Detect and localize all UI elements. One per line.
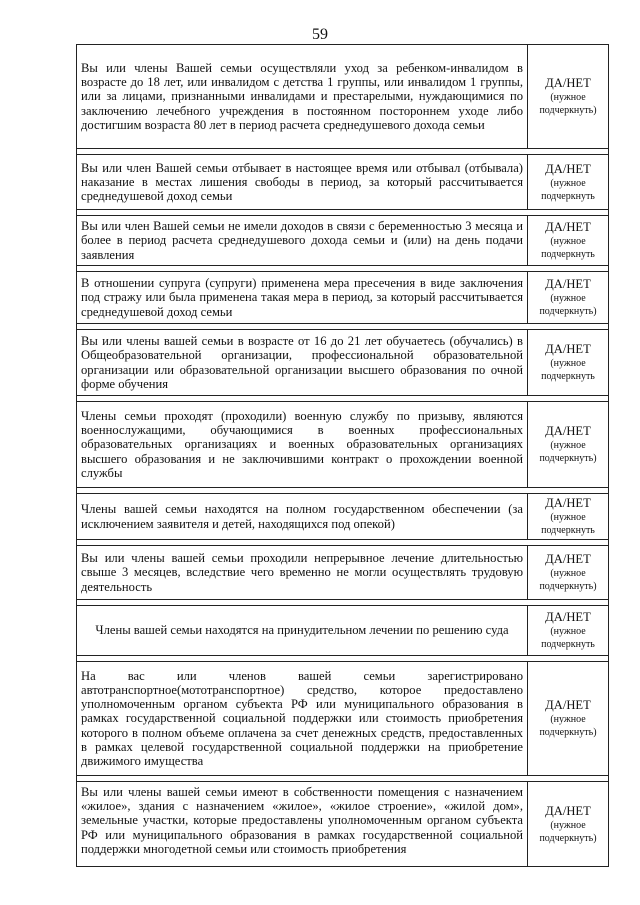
question-text: Вы или член Вашей семьи отбывает в настоящее время или отбывал (отбывала) наказание в местах лишения свободы в период, за который рассчитывается среднедушевой доход семьи: [77, 155, 528, 210]
question-text: Члены вашей семьи находятся на полном государственном обеспечении (за исключением заявителя и детей, находящихся под опекой): [77, 494, 528, 540]
answer-hint: (нужное подчеркнуть): [539, 293, 597, 317]
answer-hint: (нужное подчеркнуть): [539, 568, 597, 592]
yes-no-option[interactable]: ДА/НЕТ: [545, 610, 591, 624]
question-text: Вы или члены вашей семьи проходили непрерывное лечение длительностью свыше 3 месяцев, вследствие чего временно не могли осуществлять трудовую деятельность: [77, 546, 528, 600]
table-row: [77, 402, 609, 488]
answer-hint: (нужное подчеркнуть): [539, 819, 597, 844]
table-row: [77, 155, 609, 210]
question-text: Члены семьи проходят (проходили) военную службу по призыву, являются военнослужащими, обучающимися в военных профессиональных образовательных организациях и военных образовательных организациях высшего образования и не заключившими контракт о прохождении военной службы: [77, 402, 528, 488]
table-row: [77, 546, 609, 600]
yes-no-option[interactable]: ДА/НЕТ: [545, 277, 591, 291]
answer-hint: (нужное подчеркнуть: [541, 236, 595, 260]
question-text: Вы или члены вашей семьи имеют в собственности помещения с назначением «жилое», здания с назначением «жилое», «жилое строение», «жилой дом», земельные участки, которые предоставлены уполномоченным органом субъекта РФ или муниципального образования в рамках государственной социальной поддержки многодетной семьи или стоимость приобретения: [77, 782, 528, 867]
answer-hint: (нужное подчеркнуть: [541, 626, 595, 650]
answer-cell: [528, 402, 609, 488]
answer-hint: (нужное подчеркнуть: [541, 512, 595, 536]
questionnaire-table: [76, 44, 609, 867]
yes-no-option[interactable]: ДА/НЕТ: [545, 698, 591, 712]
question-text: Члены вашей семьи находятся на принудительном лечении по решению суда: [77, 606, 528, 656]
answer-cell: [528, 330, 609, 396]
question-text: На вас или членов вашей семьи зарегистрировано автотранспортное(мототранспортное) средство, которое предоставлено уполномоченным органом субъекта РФ или муниципального образования в рамках государственной социальной поддержки или стоимость приобретения которого в полном объеме оплачена за счет денежных средств, предоставленных в рамках целевой государственной социальной поддержки на приобретение движимого имущества: [77, 662, 528, 776]
yes-no-option[interactable]: ДА/НЕТ: [545, 76, 591, 90]
answer-cell: [528, 216, 609, 266]
answer-cell: [528, 606, 609, 656]
answer-hint: (нужное подчеркнуть: [541, 177, 595, 202]
answer-cell: [528, 546, 609, 600]
answer-cell: [528, 272, 609, 324]
question-text: Вы или члены Вашей семьи осуществляли уход за ребенком-инвалидом в возрасте до 18 лет, или инвалидом с детства 1 группы, или инвалидом 1 группы, или за лицами, признанными инвалидами и престарелыми, нуждающимися по заключению лечебного учреждения в постоянном постороннем уходе либо достигшим возраста 80 лет в период расчета среднедушевого дохода семьи: [77, 45, 528, 149]
yes-no-option[interactable]: ДА/НЕТ: [545, 220, 591, 234]
page-number: 59: [312, 26, 328, 43]
answer-cell: [528, 782, 609, 867]
question-text: Вы или члены вашей семьи в возрасте от 16 до 21 лет обучаетесь (обучались) в Общеобразовательной организации, профессиональной образовательной организации или образовательной организации высшего образования по очной форме обучения: [77, 330, 528, 396]
answer-hint: (нужное подчеркнуть): [539, 92, 597, 116]
yes-no-option[interactable]: ДА/НЕТ: [545, 161, 591, 176]
yes-no-option[interactable]: ДА/НЕТ: [545, 552, 591, 566]
question-text: В отношении супруга (супруги) применена мера пресечения в виде заключения под стражу или была применена такая мера в период, за который рассчитывается среднедушевой доход семьи: [77, 272, 528, 324]
question-text: Вы или член Вашей семьи не имели доходов в связи с беременностью 3 месяца и более в период расчета среднедушевого дохода семьи и (или) на день подачи заявления: [77, 216, 528, 266]
table-row: [77, 782, 609, 867]
yes-no-option[interactable]: ДА/НЕТ: [545, 342, 591, 356]
answer-cell: [528, 45, 609, 149]
yes-no-option[interactable]: ДА/НЕТ: [545, 424, 591, 438]
yes-no-option[interactable]: ДА/НЕТ: [545, 496, 591, 510]
table-row: [77, 606, 609, 656]
table-row: [77, 330, 609, 396]
table-row: [77, 45, 609, 149]
answer-cell: [528, 155, 609, 210]
table-row: [77, 272, 609, 324]
answer-hint: (нужное подчеркнуть): [539, 714, 597, 738]
table-row: [77, 494, 609, 540]
table-row: [77, 662, 609, 776]
yes-no-option[interactable]: ДА/НЕТ: [545, 803, 591, 818]
answer-cell: [528, 662, 609, 776]
answer-hint: (нужное подчеркнуть: [541, 358, 595, 382]
answer-hint: (нужное подчеркнуть): [539, 440, 597, 464]
table-row: [77, 216, 609, 266]
answer-cell: [528, 494, 609, 540]
